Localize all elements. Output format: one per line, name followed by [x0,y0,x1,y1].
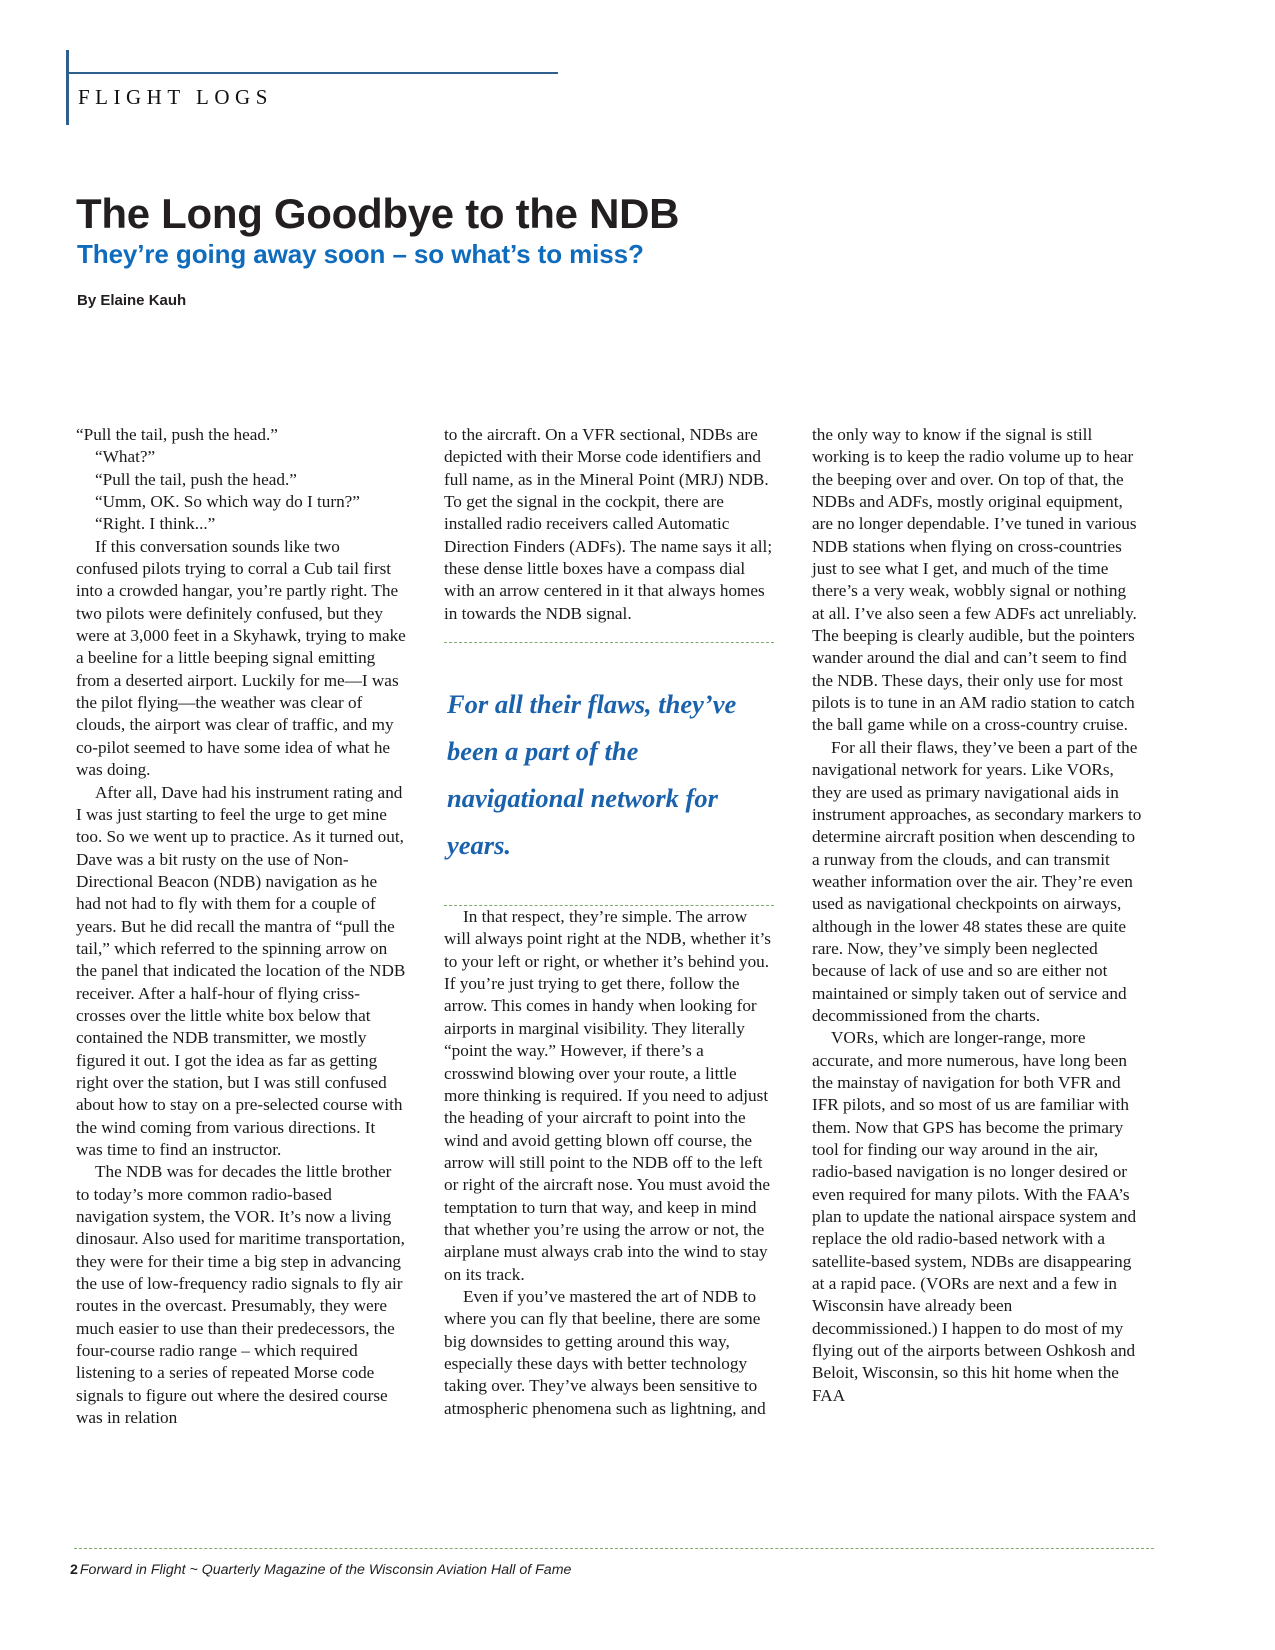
paragraph: VORs, which are longer-range, more accurate, and more numerous, have long been the mainstay of navigation for both VFR and IFR pilots, and so most of us are familiar with them. Now that GPS has become the primary tool for finding our way around in the air, radio-based navigation is no longer desired or even required for many pilots. With the FAA’s plan to update the national airspace system and replace the old radio-based network with a satellite-based system, NDBs are disappearing at a rapid pace. (VORs are next and a few in Wisconsin have already been decommissioned.) I happen to do most of my flying out of the airports between Oshkosh and Beloit, Wisconsin, so this hit home when the FAA [812,1028,1137,1405]
article-byline: By Elaine Kauh [77,292,187,309]
paragraph: the only way to know if the signal is still working is to keep the radio volume up to hear the beeping over and over. On top of that, the NDBs and ADFs, mostly original equipment, are no longer dependable. I’ve tuned in various NDB stations when flying on cross-countries just to see what I get, and much of the time there’s a very weak, wobbly signal or nothing at all. I’ve also seen a few ADFs act unreliably. The beeping is clearly audible, but the pointers wander around the dial and can’t seem to find the NDB. These days, their only use for most pilots is to tune in an AM radio station to catch the ball game while on a cross-country cruise. [812,425,1137,735]
paragraph: “What?” [95,447,156,467]
column-3 [812,424,1142,1484]
page-number: 2 [70,1562,78,1578]
paragraph: After all, Dave had his instrument rating and I was just starting to feel the urge to get mine too. So we went up to practice. As it turned out, Dave was a bit rusty on the use of Non-Directional Beacon (NDB) navigation as he had not had to fly with them for a couple of years. But he did recall the mantra of “pull the tail,” which referred to the spinning arrow on the panel that indicated the location of the NDB receiver. After a half-hour of flying criss-crosses over the little white box below that contained the NDB transmitter, we mostly figured it out. I got the idea as far as getting right over the station, but I was still confused about how to stay on a pre-selected course with the wind coming from various directions. It was time to find an instructor. [76,782,406,1159]
paragraph: The NDB was for decades the little brother to today’s more common radio-based navigation system, the VOR. It’s now a living dinosaur. Also used for maritime transportation, they were for their time a big step in advancing the use of low-frequency radio signals to fly air routes in the overcast. Presumably, they were much easier to use than their predecessors, the four-course radio range – which required listening to a series of repeated Morse code signals to figure out where the desired course was in relation [76,1162,405,1428]
footer [70,1562,571,1578]
article-body-columns [76,424,1201,1484]
section-header [66,50,561,125]
column-1 [76,424,406,1484]
paragraph: to the aircraft. On a VFR sectional, NDBs are depicted with their Morse code identifiers and full name, as in the Mineral Point (MRJ) NDB. To get the signal in the cockpit, there are installed radio receivers called Automatic Direction Finders (ADFs). The name says it all; these dense little boxes have a compass dial with an arrow centered in it that always homes in towards the NDB signal. [444,425,773,623]
article-subhead: They’re going away soon – so what’s to miss? [77,238,644,269]
pullquote-bottom-rule [444,905,774,906]
paragraph: “Umm, OK. So which way do I turn?” [95,492,360,512]
paragraph: “Pull the tail, push the head.” [76,425,278,444]
pullquote-top-rule [444,642,774,643]
pullquote-text: For all their flaws, they’ve been a part of the navigational network for years. [447,689,737,861]
paragraph: Even if you’ve mastered the art of NDB to where you can fly that beeline, there are some big downsides to getting around this way, especially these days with better technology taking over. They’ve always been sensitive to atmospheric phenomena such as lightning, and [444,1286,766,1418]
paragraph: If this conversation sounds like two confused pilots trying to corral a Cub tail first into a crowded hangar, you’re partly right. The two pilots were definitely confused, but they were at 3,000 feet in a Skyhawk, trying to make a beeline for a little beeping signal emitting from a deserted airport. Luckily for me—I was the pilot flying—the weather was clear of clouds, the airport was clear of traffic, and my co-pilot seemed to have some idea of what he was doing. [76,536,406,780]
column-2 [444,424,774,1484]
kicker-horizontal-rule [66,72,558,74]
article-headline: The Long Goodbye to the NDB [76,190,680,238]
pullquote-block [444,642,774,906]
publication-name: Forward in Flight ~ Quarterly Magazine of the Wisconsin Aviation Hall of Fame [79,1562,572,1578]
section-kicker-label: FLIGHT LOGS [78,85,273,109]
paragraph: “Pull the tail, push the head.” [95,469,297,489]
kicker-vertical-rule [66,50,69,125]
paragraph: For all their flaws, they’ve been a part of the navigational network for years. Like VORs, they are used as primary navigational aids in instrument approaches, as secondary markers to determine aircraft position when descending to a runway from the clouds, and can transmit weather information over the air. They’re even used as navigational checkpoints on airways, although in the lower 48 states these are quite rare. Now, they’ve simply been neglected because of lack of use and so are either not maintained or simply taken out of service and decommissioned from the charts. [812,737,1142,1025]
paragraph: In that respect, they’re simple. The arrow will always point right at the NDB, whether it’s to your left or right, or whether it’s behind you. If you’re just trying to get there, follow the arrow. This comes in handy when looking for airports in marginal visibility. They literally “point the way.” However, if there’s a crosswind blowing over your route, a little more thinking is required. If you need to adjust the heading of your aircraft to point into the wind and avoid getting blown off course, the arrow will still point to the NDB off to the left or right of the aircraft nose. You must avoid the temptation to turn that way, and keep in mind that whether you’re using the arrow or not, the airplane must always crab into the wind to stay on its track. [444,907,771,1284]
paragraph: “Right. I think...” [95,514,216,534]
footer-rule [74,1548,1154,1549]
